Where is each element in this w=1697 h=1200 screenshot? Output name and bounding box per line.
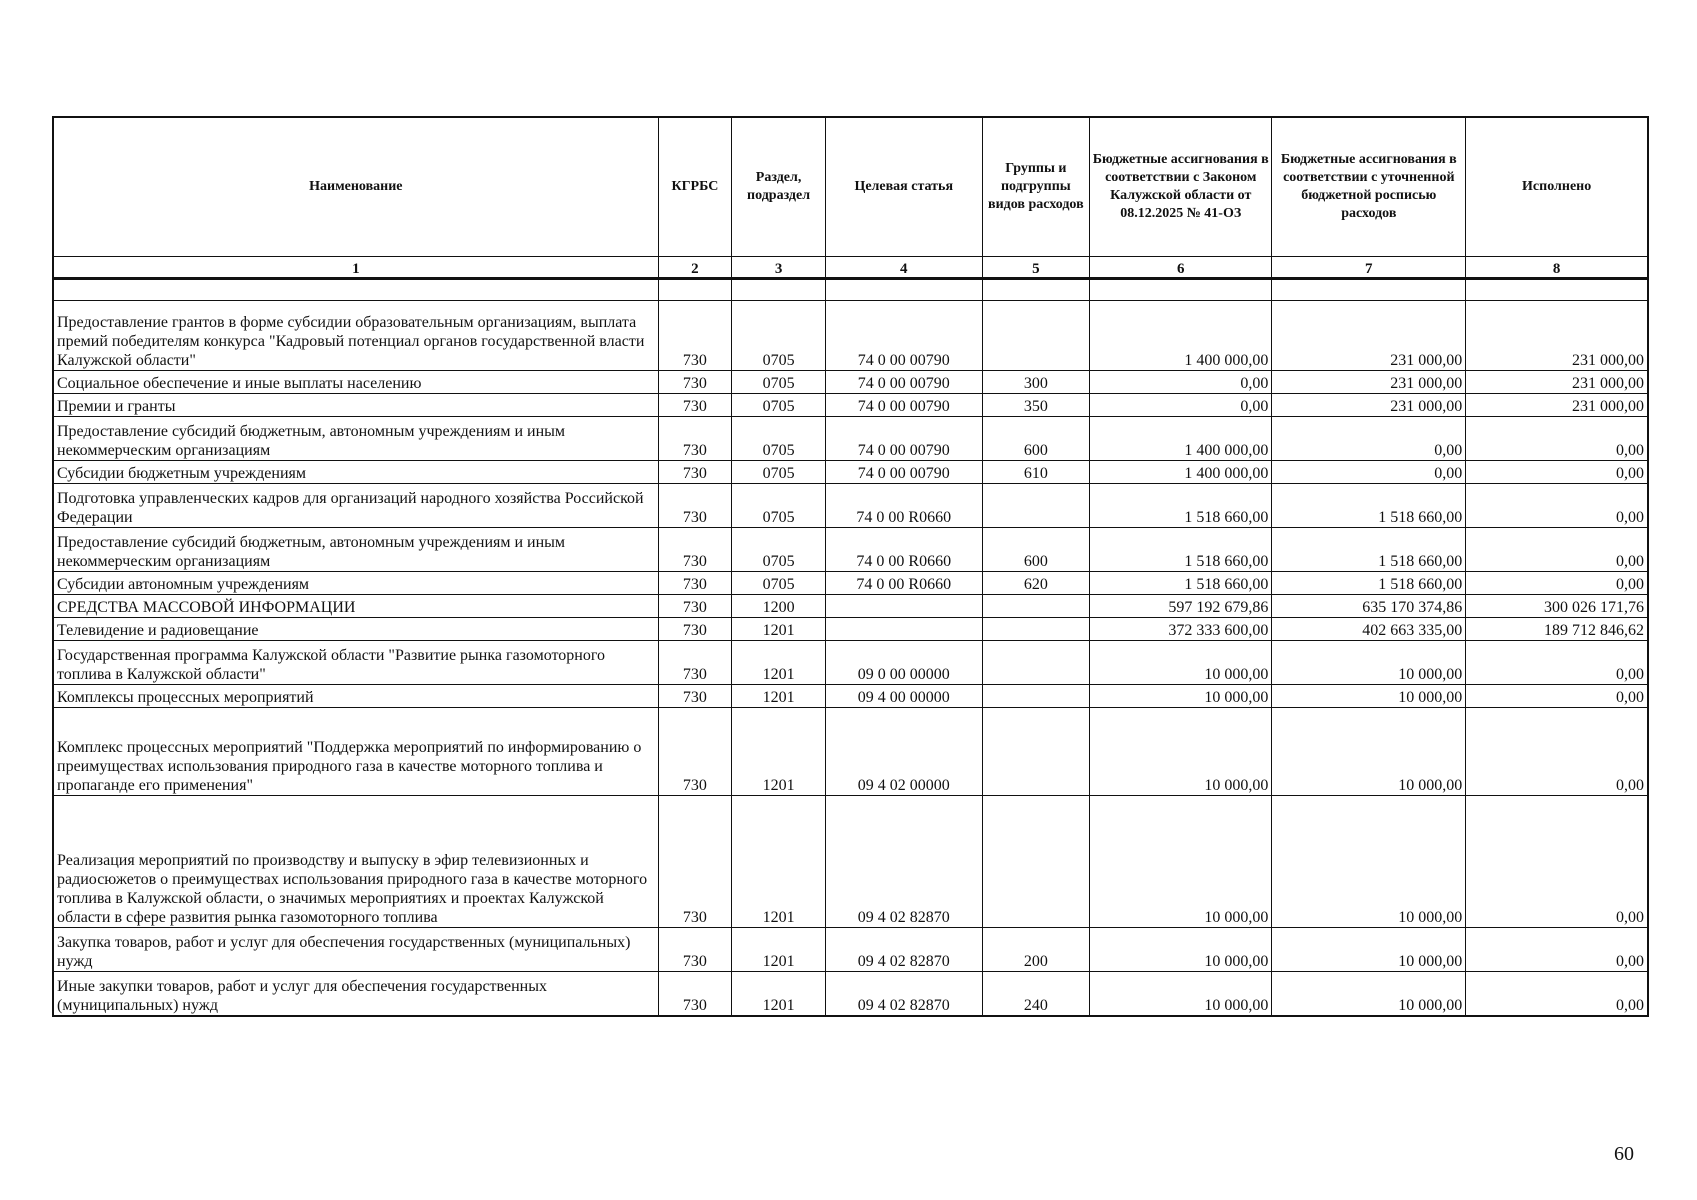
row-kgrbs: 730 <box>658 641 732 685</box>
row-target-article: 09 4 02 82870 <box>825 796 982 928</box>
row-kgrbs: 730 <box>658 972 732 1016</box>
row-expense-group: 600 <box>982 528 1090 572</box>
col-number: 7 <box>1272 257 1466 279</box>
row-kgrbs: 730 <box>658 461 732 484</box>
col-header-law-allocations: Бюджетные ассигнования в соответствии с Законом Калужской области от 08.12.2025 № 41-ОЗ <box>1090 117 1272 257</box>
row-section: 1201 <box>732 685 826 708</box>
table-row <box>53 928 1648 972</box>
row-kgrbs: 730 <box>658 618 732 641</box>
row-target-article: 74 0 00 R0660 <box>825 528 982 572</box>
row-law-allocation: 10 000,00 <box>1090 685 1272 708</box>
row-name: Субсидии бюджетным учреждениям <box>53 461 658 484</box>
budget-table <box>52 116 1649 1017</box>
row-refined-allocation: 10 000,00 <box>1272 928 1466 972</box>
col-number: 3 <box>732 257 826 279</box>
row-law-allocation: 1 400 000,00 <box>1090 301 1272 371</box>
row-kgrbs: 730 <box>658 708 732 796</box>
row-law-allocation: 10 000,00 <box>1090 708 1272 796</box>
row-expense-group <box>982 301 1090 371</box>
row-expense-group <box>982 641 1090 685</box>
row-name: Государственная программа Калужской области "Развитие рынка газомоторного топлива в Калужской области" <box>53 641 658 685</box>
row-law-allocation: 10 000,00 <box>1090 796 1272 928</box>
table-row <box>53 641 1648 685</box>
col-header-executed: Исполнено <box>1466 117 1648 257</box>
row-kgrbs: 730 <box>658 394 732 417</box>
table-body <box>53 301 1648 1016</box>
row-expense-group <box>982 484 1090 528</box>
col-number: 5 <box>982 257 1090 279</box>
col-header-refined-allocations: Бюджетные ассигнования в соответствии с уточненной бюджетной росписью расходов <box>1272 117 1466 257</box>
row-kgrbs: 730 <box>658 417 732 461</box>
row-expense-group: 600 <box>982 417 1090 461</box>
row-target-article <box>825 618 982 641</box>
row-expense-group <box>982 685 1090 708</box>
col-number: 1 <box>53 257 658 279</box>
row-expense-group: 350 <box>982 394 1090 417</box>
row-law-allocation: 1 518 660,00 <box>1090 484 1272 528</box>
col-header-target-article: Целевая статья <box>825 117 982 257</box>
row-name: Комплекс процессных мероприятий "Поддержка мероприятий по информированию о преимуществах использования природного газа в качестве моторного топлива и пропаганде его применения" <box>53 708 658 796</box>
row-expense-group <box>982 595 1090 618</box>
row-section: 1201 <box>732 928 826 972</box>
row-target-article <box>825 595 982 618</box>
row-section: 0705 <box>732 394 826 417</box>
row-refined-allocation: 0,00 <box>1272 461 1466 484</box>
table-row <box>53 685 1648 708</box>
row-target-article: 09 0 00 00000 <box>825 641 982 685</box>
row-name: Предоставление субсидий бюджетным, автономным учреждениям и иным некоммерческим организациям <box>53 528 658 572</box>
row-refined-allocation: 10 000,00 <box>1272 685 1466 708</box>
row-kgrbs: 730 <box>658 484 732 528</box>
row-executed: 0,00 <box>1466 641 1648 685</box>
row-executed: 0,00 <box>1466 972 1648 1016</box>
row-target-article: 74 0 00 00790 <box>825 394 982 417</box>
row-executed: 0,00 <box>1466 572 1648 595</box>
row-law-allocation: 372 333 600,00 <box>1090 618 1272 641</box>
budget-table-sheet <box>52 116 1649 1017</box>
row-kgrbs: 730 <box>658 685 732 708</box>
row-name: Иные закупки товаров, работ и услуг для обеспечения государственных (муниципальных) нужд <box>53 972 658 1016</box>
row-target-article: 09 4 00 00000 <box>825 685 982 708</box>
row-expense-group: 620 <box>982 572 1090 595</box>
row-executed: 231 000,00 <box>1466 301 1648 371</box>
row-law-allocation: 10 000,00 <box>1090 928 1272 972</box>
row-executed: 231 000,00 <box>1466 371 1648 394</box>
row-law-allocation: 1 518 660,00 <box>1090 572 1272 595</box>
row-refined-allocation: 10 000,00 <box>1272 708 1466 796</box>
col-header-kgrbs: КГРБС <box>658 117 732 257</box>
row-refined-allocation: 231 000,00 <box>1272 394 1466 417</box>
row-section: 0705 <box>732 528 826 572</box>
row-section: 1201 <box>732 972 826 1016</box>
row-executed: 0,00 <box>1466 461 1648 484</box>
row-target-article: 09 4 02 00000 <box>825 708 982 796</box>
row-law-allocation: 1 518 660,00 <box>1090 528 1272 572</box>
table-row <box>53 394 1648 417</box>
row-executed: 0,00 <box>1466 528 1648 572</box>
table-row <box>53 528 1648 572</box>
row-executed: 0,00 <box>1466 796 1648 928</box>
row-refined-allocation: 0,00 <box>1272 417 1466 461</box>
row-section: 0705 <box>732 371 826 394</box>
row-law-allocation: 1 400 000,00 <box>1090 461 1272 484</box>
row-target-article: 74 0 00 00790 <box>825 301 982 371</box>
col-header-expense-groups: Группы и подгруппы видов расходов <box>982 117 1090 257</box>
table-row <box>53 417 1648 461</box>
row-name: Подготовка управленческих кадров для организаций народного хозяйства Российской Федерации <box>53 484 658 528</box>
row-refined-allocation: 402 663 335,00 <box>1272 618 1466 641</box>
row-refined-allocation: 231 000,00 <box>1272 301 1466 371</box>
row-name: Предоставление грантов в форме субсидии образовательным организациям, выплата премий победителям конкурса "Кадровый потенциал органов государственной власти Калужской области" <box>53 301 658 371</box>
row-expense-group: 300 <box>982 371 1090 394</box>
header-row <box>53 117 1648 257</box>
row-kgrbs: 730 <box>658 301 732 371</box>
row-section: 0705 <box>732 461 826 484</box>
col-number: 6 <box>1090 257 1272 279</box>
row-law-allocation: 0,00 <box>1090 394 1272 417</box>
row-refined-allocation: 1 518 660,00 <box>1272 484 1466 528</box>
row-target-article: 74 0 00 00790 <box>825 417 982 461</box>
table-row <box>53 595 1648 618</box>
row-law-allocation: 0,00 <box>1090 371 1272 394</box>
row-expense-group: 610 <box>982 461 1090 484</box>
row-target-article: 74 0 00 R0660 <box>825 484 982 528</box>
row-expense-group: 200 <box>982 928 1090 972</box>
row-kgrbs: 730 <box>658 371 732 394</box>
row-law-allocation: 10 000,00 <box>1090 972 1272 1016</box>
row-expense-group: 240 <box>982 972 1090 1016</box>
row-name: Закупка товаров, работ и услуг для обеспечения государственных (муниципальных) нужд <box>53 928 658 972</box>
row-target-article: 74 0 00 00790 <box>825 371 982 394</box>
row-name: Предоставление субсидий бюджетным, автономным учреждениям и иным некоммерческим организациям <box>53 417 658 461</box>
row-kgrbs: 730 <box>658 572 732 595</box>
row-section: 0705 <box>732 572 826 595</box>
row-section: 0705 <box>732 301 826 371</box>
row-kgrbs: 730 <box>658 928 732 972</box>
table-row <box>53 972 1648 1016</box>
row-law-allocation: 1 400 000,00 <box>1090 417 1272 461</box>
row-name: Телевидение и радиовещание <box>53 618 658 641</box>
row-refined-allocation: 1 518 660,00 <box>1272 572 1466 595</box>
table-row <box>53 796 1648 928</box>
row-law-allocation: 597 192 679,86 <box>1090 595 1272 618</box>
row-target-article: 09 4 02 82870 <box>825 928 982 972</box>
col-number: 4 <box>825 257 982 279</box>
row-name: Реализация мероприятий по производству и выпуску в эфир телевизионных и радиосюжетов о преимуществах использования природного газа в качестве моторного топлива в Калужской области, о значимых мероприятиях и проектах Калужской области в сфере развития рынка газомоторного топлива <box>53 796 658 928</box>
row-name: СРЕДСТВА МАССОВОЙ ИНФОРМАЦИИ <box>53 595 658 618</box>
table-row <box>53 708 1648 796</box>
page-number: 60 <box>1614 1143 1634 1165</box>
row-name: Социальное обеспечение и иные выплаты населению <box>53 371 658 394</box>
row-refined-allocation: 635 170 374,86 <box>1272 595 1466 618</box>
row-refined-allocation: 10 000,00 <box>1272 972 1466 1016</box>
row-name: Комплексы процессных мероприятий <box>53 685 658 708</box>
row-executed: 231 000,00 <box>1466 394 1648 417</box>
row-expense-group <box>982 708 1090 796</box>
table-row <box>53 301 1648 371</box>
col-header-section: Раздел, подраздел <box>732 117 826 257</box>
row-section: 0705 <box>732 484 826 528</box>
row-executed: 0,00 <box>1466 484 1648 528</box>
row-refined-allocation: 10 000,00 <box>1272 641 1466 685</box>
row-section: 1201 <box>732 618 826 641</box>
table-row <box>53 572 1648 595</box>
row-executed: 0,00 <box>1466 417 1648 461</box>
row-section: 1201 <box>732 641 826 685</box>
row-kgrbs: 730 <box>658 595 732 618</box>
col-number: 2 <box>658 257 732 279</box>
row-executed: 300 026 171,76 <box>1466 595 1648 618</box>
table-row <box>53 618 1648 641</box>
row-name: Субсидии автономным учреждениям <box>53 572 658 595</box>
row-section: 1200 <box>732 595 826 618</box>
row-kgrbs: 730 <box>658 796 732 928</box>
row-section: 1201 <box>732 708 826 796</box>
row-refined-allocation: 1 518 660,00 <box>1272 528 1466 572</box>
col-number: 8 <box>1466 257 1648 279</box>
row-target-article: 74 0 00 00790 <box>825 461 982 484</box>
row-executed: 0,00 <box>1466 708 1648 796</box>
row-kgrbs: 730 <box>658 528 732 572</box>
row-section: 1201 <box>732 796 826 928</box>
table-row <box>53 371 1648 394</box>
row-refined-allocation: 10 000,00 <box>1272 796 1466 928</box>
table-row <box>53 484 1648 528</box>
column-numbers-row <box>53 257 1648 279</box>
spacer-row <box>53 279 1648 301</box>
row-executed: 189 712 846,62 <box>1466 618 1648 641</box>
row-expense-group <box>982 796 1090 928</box>
row-law-allocation: 10 000,00 <box>1090 641 1272 685</box>
row-name: Премии и гранты <box>53 394 658 417</box>
row-target-article: 09 4 02 82870 <box>825 972 982 1016</box>
col-header-name: Наименование <box>53 117 658 257</box>
row-target-article: 74 0 00 R0660 <box>825 572 982 595</box>
row-executed: 0,00 <box>1466 685 1648 708</box>
table-row <box>53 461 1648 484</box>
row-expense-group <box>982 618 1090 641</box>
row-section: 0705 <box>732 417 826 461</box>
row-executed: 0,00 <box>1466 928 1648 972</box>
row-refined-allocation: 231 000,00 <box>1272 371 1466 394</box>
